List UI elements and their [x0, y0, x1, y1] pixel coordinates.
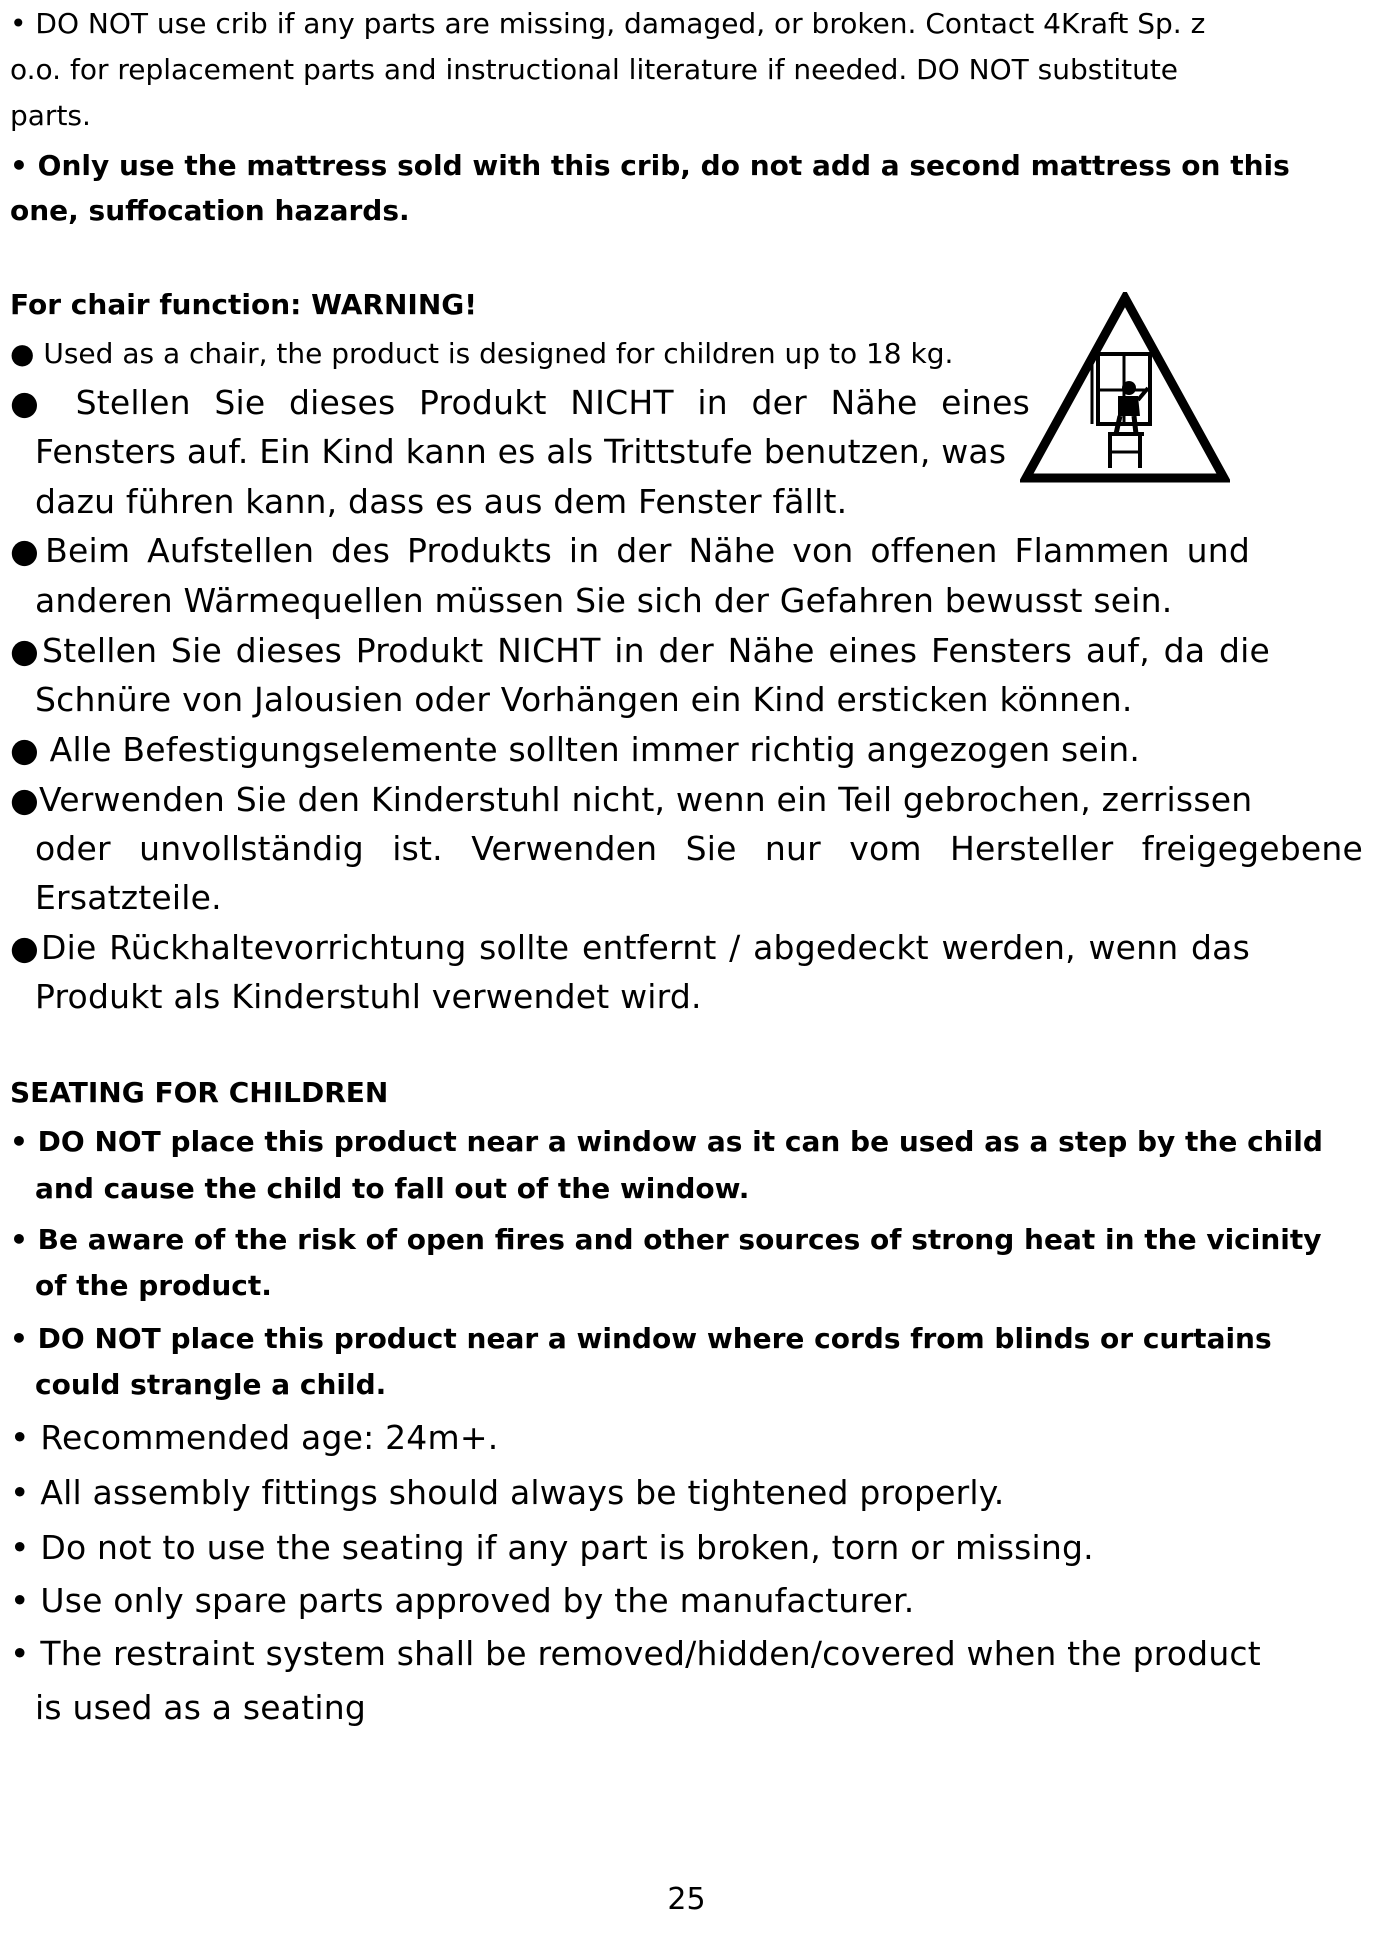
- chair-item-flames-line-1: ●Beim Aufstellen des Produkts in der Nähe von offenen Flammen und: [10, 531, 1250, 570]
- chair-item-broken-line-2: oder unvollständig ist. Verwenden Sie nur vom Hersteller freigegebene: [35, 829, 1363, 868]
- seating-item-spare-parts: • Use only spare parts approved by the manufacturer.: [10, 1581, 915, 1620]
- chair-item-broken-line-1: ●Verwenden Sie den Kinderstuhl nicht, wenn ein Teil gebrochen, zerrissen: [10, 780, 1253, 819]
- chair-item-window-line-2: Fensters auf. Ein Kind kann es als Trittstufe benutzen, was: [35, 432, 1007, 471]
- chair-item-window-line-1: ● Stellen Sie dieses Produkt NICHT in der Nähe eines: [10, 383, 1030, 422]
- seating-item-heat-line-2: of the product.: [35, 1269, 272, 1302]
- crib-missing-parts-line-1: • DO NOT use crib if any parts are missing, damaged, or broken. Contact 4Kraft Sp. z: [10, 7, 1206, 40]
- chair-item-restraint-line-2: Produkt als Kinderstuhl verwendet wird.: [35, 977, 702, 1016]
- chair-item-cords-line-1: ●Stellen Sie dieses Produkt NICHT in der Nähe eines Fensters auf, da die: [10, 631, 1270, 670]
- window-fall-warning-icon: [1020, 292, 1230, 484]
- chair-item-cords-line-2: Schnüre von Jalousien oder Vorhängen ein Kind ersticken können.: [35, 680, 1133, 719]
- chair-item-weight: ● Used as a chair, the product is designed for children up to 18 kg.: [10, 337, 954, 370]
- seating-item-restraint-line-2: is used as a seating: [35, 1688, 367, 1727]
- chair-item-fittings: ● Alle Befestigungselemente sollten immer richtig angezogen sein.: [10, 730, 1141, 769]
- seating-item-restraint-line-1: • The restraint system shall be removed/hidden/covered when the product: [10, 1634, 1261, 1673]
- seating-item-cords-line-1: • DO NOT place this product near a window where cords from blinds or curtains: [10, 1322, 1272, 1355]
- seating-item-window-line-1: • DO NOT place this product near a window as it can be used as a step by the child: [10, 1125, 1323, 1158]
- chair-warning-heading: For chair function: WARNING!: [10, 288, 478, 321]
- mattress-warning-line-1: • Only use the mattress sold with this crib, do not add a second mattress on this: [10, 149, 1290, 182]
- crib-missing-parts-line-3: parts.: [10, 99, 91, 132]
- seating-item-fittings: • All assembly fittings should always be tightened properly.: [10, 1473, 1005, 1512]
- seating-item-heat-line-1: • Be aware of the risk of open fires and other sources of strong heat in the vicinity: [10, 1223, 1322, 1256]
- seating-heading: SEATING FOR CHILDREN: [10, 1076, 389, 1109]
- chair-item-window-line-3: dazu führen kann, dass es aus dem Fenster fällt.: [35, 482, 848, 521]
- seating-item-broken: • Do not to use the seating if any part is broken, torn or missing.: [10, 1528, 1094, 1567]
- seating-item-age: • Recommended age: 24m+.: [10, 1418, 499, 1457]
- chair-item-restraint-line-1: ●Die Rückhaltevorrichtung sollte entfernt / abgedeckt werden, wenn das: [10, 928, 1250, 967]
- crib-missing-parts-line-2: o.o. for replacement parts and instructional literature if needed. DO NOT substitute: [10, 53, 1179, 86]
- seating-item-cords-line-2: could strangle a child.: [35, 1368, 387, 1401]
- chair-item-broken-line-3: Ersatzteile.: [35, 878, 222, 917]
- chair-item-flames-line-2: anderen Wärmequellen müssen Sie sich der Gefahren bewusst sein.: [35, 581, 1173, 620]
- page-number: 25: [667, 1882, 706, 1917]
- mattress-warning-line-2: one, suffocation hazards.: [10, 194, 410, 227]
- seating-item-window-line-2: and cause the child to fall out of the window.: [35, 1172, 750, 1205]
